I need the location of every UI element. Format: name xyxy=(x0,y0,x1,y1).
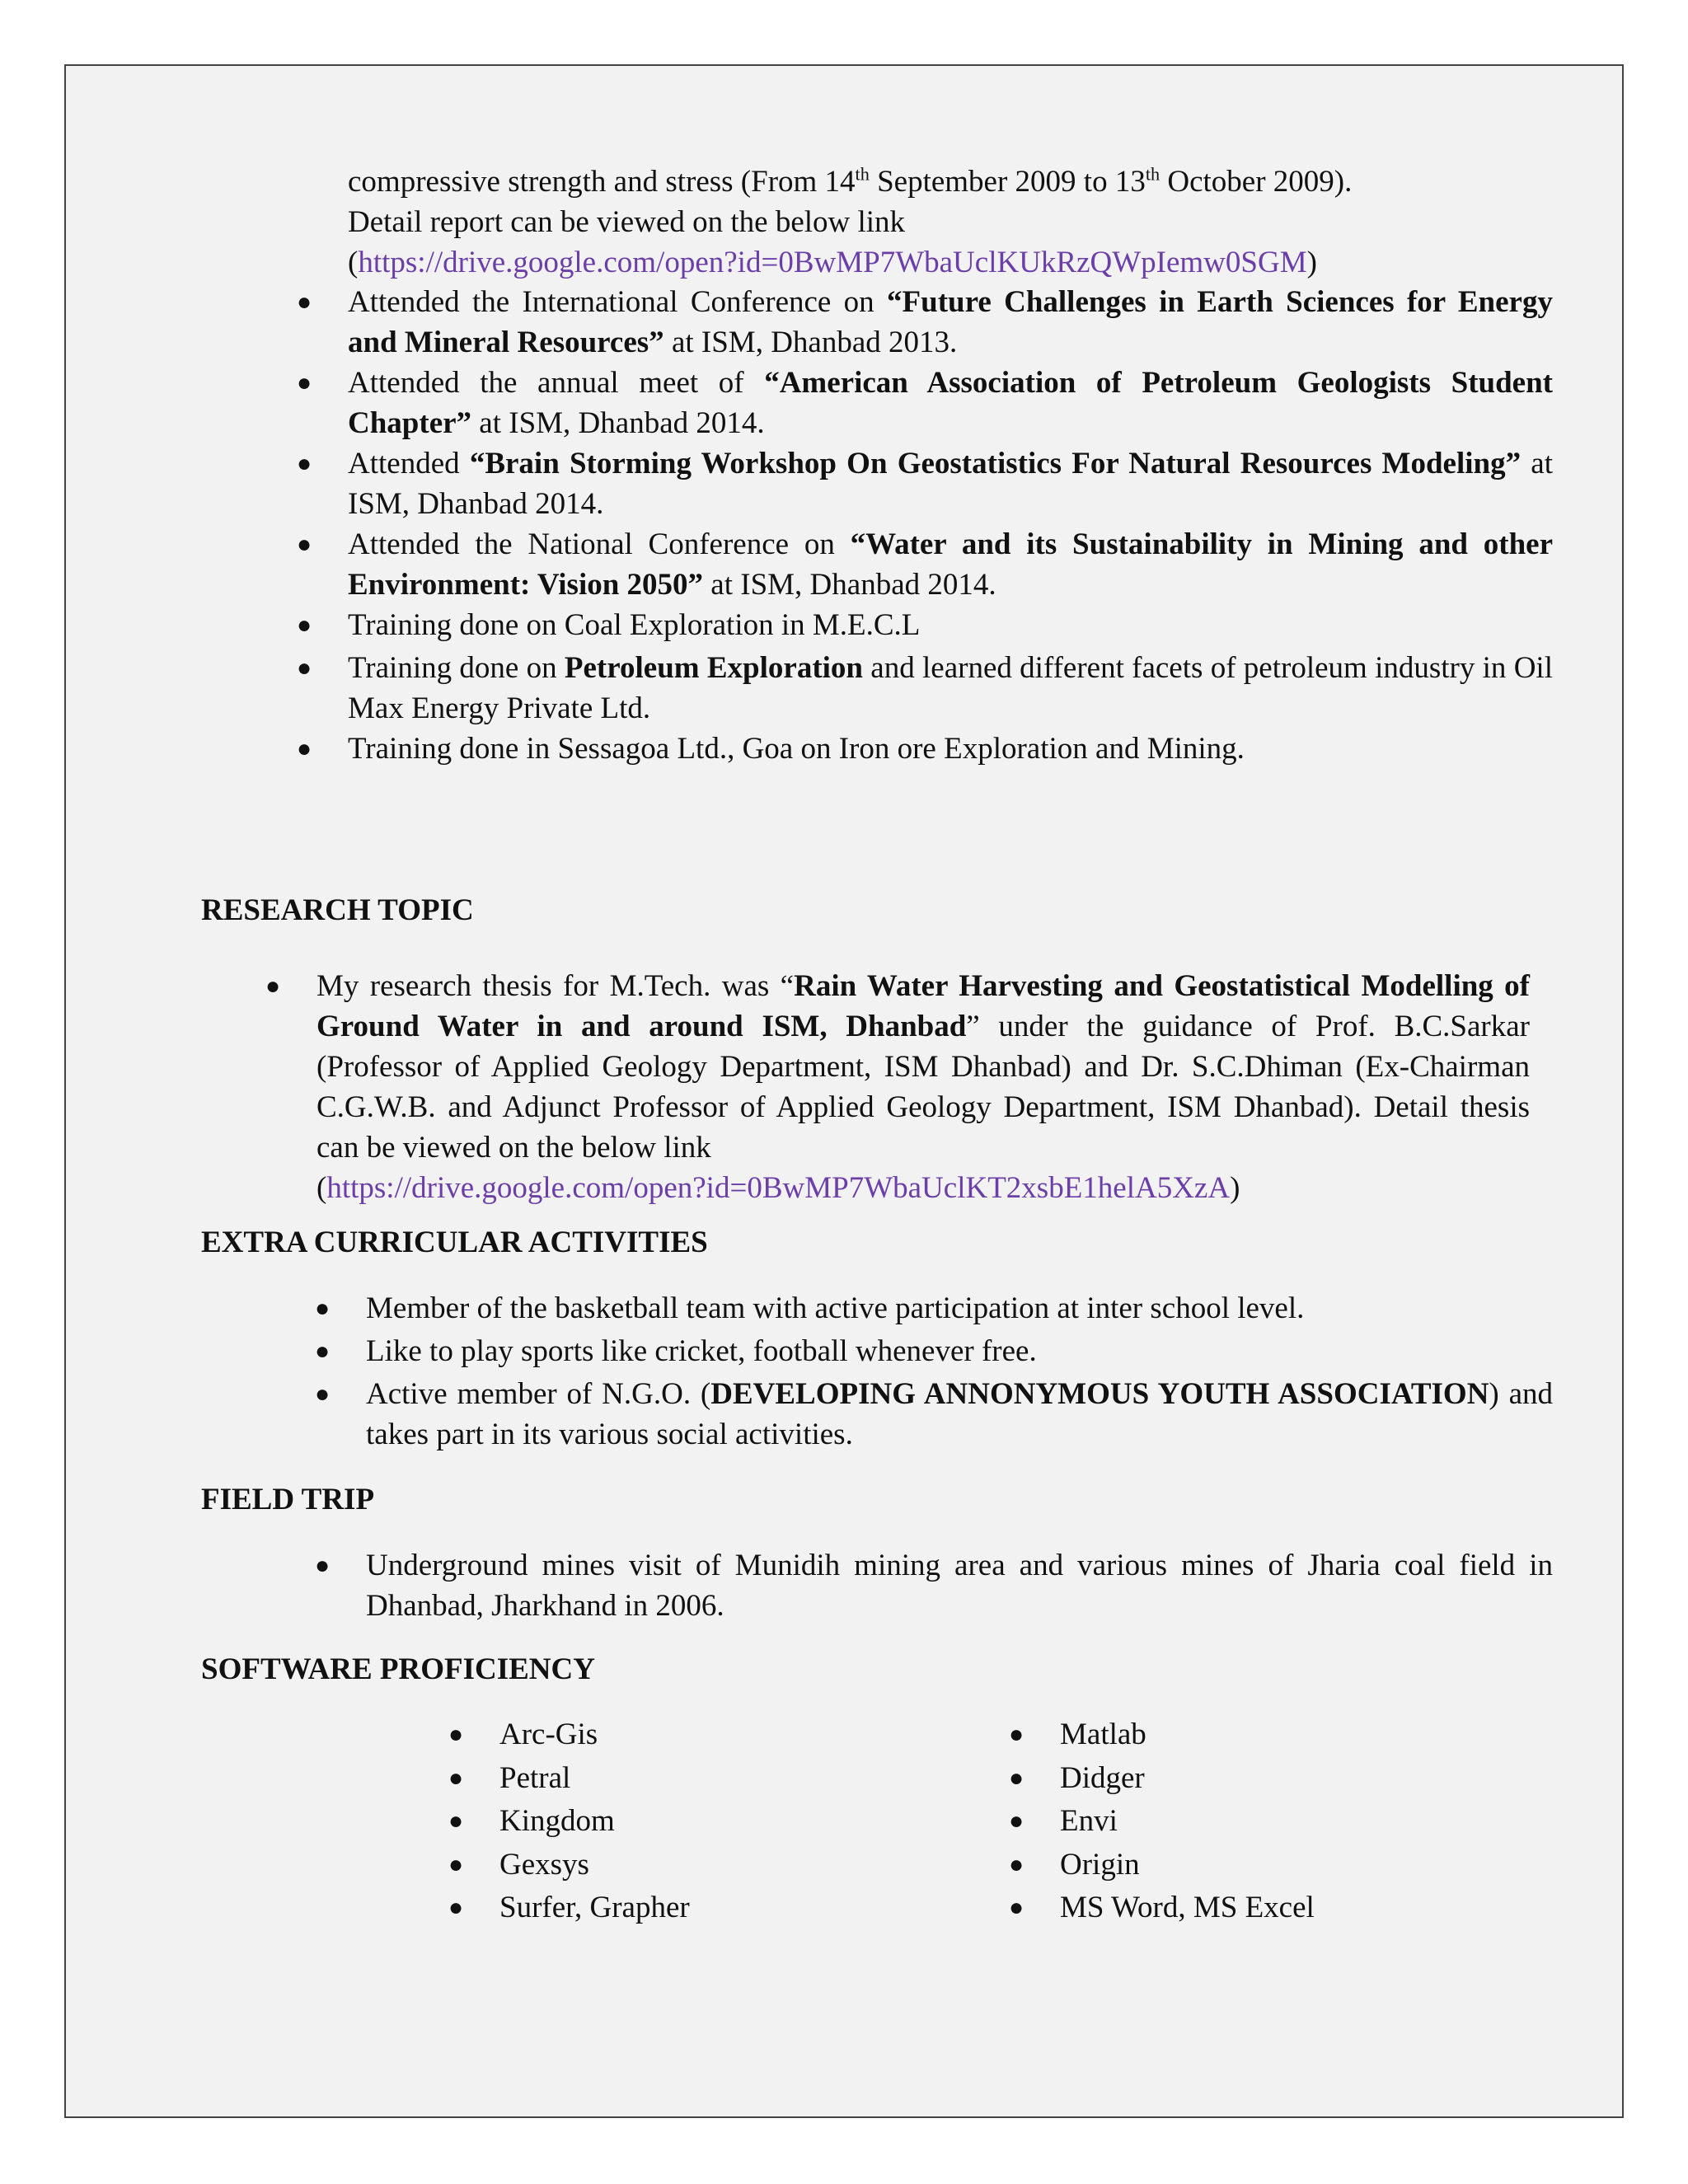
item-text: Matlab xyxy=(1060,1718,1146,1751)
item-text: Surfer, Grapher xyxy=(499,1891,690,1924)
software-item xyxy=(448,1714,961,1758)
item-text: Didger xyxy=(1060,1760,1145,1795)
research-post: ” under the guidance of Prof. B.C.Sarkar (Professor of Applied Geology Department, ISM Dhanbad) and Dr. S.C.Dhiman (Ex-Chairman C.G.W.B. and Adjunct Professor of Applied Geology Department, ISM Dhanbad). Detail thesis can be viewed on the below link xyxy=(316,1010,1530,1165)
item-text: Origin xyxy=(1060,1847,1140,1882)
report-link[interactable]: https://drive.google.com/open?id=0BwMP7WbaUclKUkRzQWpIemw0SGM xyxy=(358,246,1307,279)
extra-item xyxy=(315,1288,1553,1331)
item-text-post: at ISM, Dhanbad 2014. xyxy=(348,447,1554,521)
item-text: Arc-Gis xyxy=(499,1718,598,1751)
cont-sup-1: th xyxy=(855,163,870,185)
item-bold: Petroleum Exploration xyxy=(564,651,864,685)
item-text: Attended the annual meet of xyxy=(348,366,765,400)
bullet-icon: ● xyxy=(315,1380,331,1408)
cont-mid: September 2009 to 13 xyxy=(869,165,1146,199)
item-text: Kingdom xyxy=(499,1804,615,1838)
software-item xyxy=(1009,1801,1522,1844)
bullet-icon: ● xyxy=(1009,1850,1025,1878)
bullet-icon: ● xyxy=(448,1721,464,1748)
item-bold: “American Association of Petroleum Geologists Student Chapter” xyxy=(348,366,1553,440)
training-item xyxy=(297,524,1553,605)
research-link-line xyxy=(316,1168,1530,1208)
software-item xyxy=(448,1844,961,1888)
software-list-left xyxy=(448,1714,961,1931)
software-list-right xyxy=(1009,1714,1522,1931)
bullet-icon: ● xyxy=(315,1338,331,1365)
training-item xyxy=(297,729,1553,769)
bullet-icon: ● xyxy=(265,972,281,1000)
item-text: Envi xyxy=(1060,1804,1118,1838)
software-item xyxy=(1009,1887,1522,1931)
software-item xyxy=(448,1801,961,1844)
thesis-link[interactable]: https://drive.google.com/open?id=0BwMP7WbaUclKT2xsbE1helA5XzA xyxy=(326,1171,1231,1205)
item-text: Attended the International Conference on xyxy=(348,285,888,319)
paren-close: ) xyxy=(1306,246,1317,279)
continuation-paragraph xyxy=(348,162,1553,283)
training-item xyxy=(297,282,1553,363)
software-item xyxy=(448,1758,961,1802)
item-text: Member of the basketball team with active participation at inter school level. xyxy=(366,1291,1305,1325)
extra-list xyxy=(315,1288,1553,1455)
bullet-icon: ● xyxy=(448,1764,464,1792)
software-heading: SOFTWARE PROFICIENCY xyxy=(201,1652,595,1686)
software-item xyxy=(1009,1758,1522,1802)
training-item xyxy=(297,605,1553,648)
bullet-icon: ● xyxy=(1009,1764,1025,1792)
paren-open: ( xyxy=(316,1171,327,1205)
item-text: Gexsys xyxy=(499,1847,589,1882)
item-text: Like to play sports like cricket, football whenever free. xyxy=(366,1334,1037,1368)
item-text-post: at ISM, Dhanbad 2014. xyxy=(471,406,765,440)
continuation-line-3 xyxy=(348,242,1553,283)
bullet-icon: ● xyxy=(1009,1721,1025,1748)
software-item xyxy=(448,1887,961,1931)
paren-open: ( xyxy=(348,246,359,279)
item-text: Attended the National Conference on xyxy=(348,527,851,561)
continuation-line-2: Detail report can be viewed on the below link xyxy=(348,205,906,239)
item-text: Attended xyxy=(348,447,470,480)
research-bold: Rain Water Harvesting and Geostatistical Modelling of Ground Water in and around ISM, Dhanbad xyxy=(316,969,1531,1043)
item-text: Underground mines visit of Munidih mining area and various mines of Jharia coal field in Dhanbad, Jharkhand in 2006. xyxy=(366,1549,1553,1623)
item-text-post: at ISM, Dhanbad 2013. xyxy=(663,326,958,359)
training-list xyxy=(297,282,1554,769)
extra-item xyxy=(315,1331,1553,1374)
research-paragraph xyxy=(265,966,1531,1208)
research-pre: My research thesis for M.Tech. was “ xyxy=(316,969,795,1003)
page-frame xyxy=(64,64,1624,2118)
bullet-icon: ● xyxy=(297,531,312,558)
item-text-post: at ISM, Dhanbad 2014. xyxy=(703,568,996,602)
extra-heading: EXTRA CURRICULAR ACTIVITIES xyxy=(201,1226,708,1259)
bullet-icon: ● xyxy=(297,369,312,396)
bullet-icon: ● xyxy=(297,735,312,762)
item-text: Training done in Sessagoa Ltd., Goa on Iron ore Exploration and Mining. xyxy=(348,732,1245,766)
bullet-icon: ● xyxy=(1009,1894,1025,1921)
software-item xyxy=(1009,1714,1522,1758)
bullet-icon: ● xyxy=(448,1894,464,1921)
cont-sup-2: th xyxy=(1145,163,1160,185)
research-heading: RESEARCH TOPIC xyxy=(201,893,474,927)
bullet-icon: ● xyxy=(315,1295,331,1322)
item-bold: “Future Challenges in Earth Sciences for Energy and Mineral Resources” xyxy=(348,285,1553,359)
item-text: MS Word, MS Excel xyxy=(1060,1891,1315,1924)
training-item xyxy=(297,443,1554,524)
bullet-icon: ● xyxy=(297,288,312,316)
bullet-icon: ● xyxy=(1009,1807,1025,1835)
bullet-icon: ● xyxy=(448,1807,464,1835)
bullet-icon: ● xyxy=(315,1552,331,1579)
paren-close: ) xyxy=(1230,1171,1240,1205)
cont-post: October 2009). xyxy=(1160,165,1353,199)
field-item xyxy=(315,1545,1553,1626)
item-text: Training done on Coal Exploration in M.E.C.L xyxy=(348,608,921,642)
item-text-post: and learned different facets of petroleum industry in Oil Max Energy Private Ltd. xyxy=(348,651,1553,725)
item-text: Training done on xyxy=(348,651,565,685)
item-bold: DEVELOPING ANNONYMOUS YOUTH ASSOCIATION xyxy=(710,1377,1489,1411)
field-heading: FIELD TRIP xyxy=(201,1483,375,1516)
bullet-icon: ● xyxy=(448,1850,464,1878)
field-list xyxy=(315,1545,1553,1626)
item-bold: “Brain Storming Workshop On Geostatistics For Natural Resources Modeling” xyxy=(469,447,1522,480)
training-item xyxy=(297,648,1553,729)
item-bold: “Water and its Sustainability in Mining and other Environment: Vision 2050” xyxy=(348,527,1553,602)
software-item xyxy=(1009,1844,1522,1888)
bullet-icon: ● xyxy=(297,450,312,477)
item-text-post: ) and takes part in its various social activities. xyxy=(366,1377,1553,1451)
continuation-line-1 xyxy=(348,162,1553,202)
bullet-icon: ● xyxy=(297,612,312,639)
bullet-icon: ● xyxy=(297,654,312,682)
page-content xyxy=(66,66,1622,2116)
extra-item xyxy=(315,1374,1553,1455)
training-item xyxy=(297,363,1553,443)
item-text: Petral xyxy=(499,1760,571,1795)
cont-pre: compressive strength and stress (From 14 xyxy=(348,165,856,199)
item-text: Active member of N.G.O. ( xyxy=(366,1377,711,1411)
